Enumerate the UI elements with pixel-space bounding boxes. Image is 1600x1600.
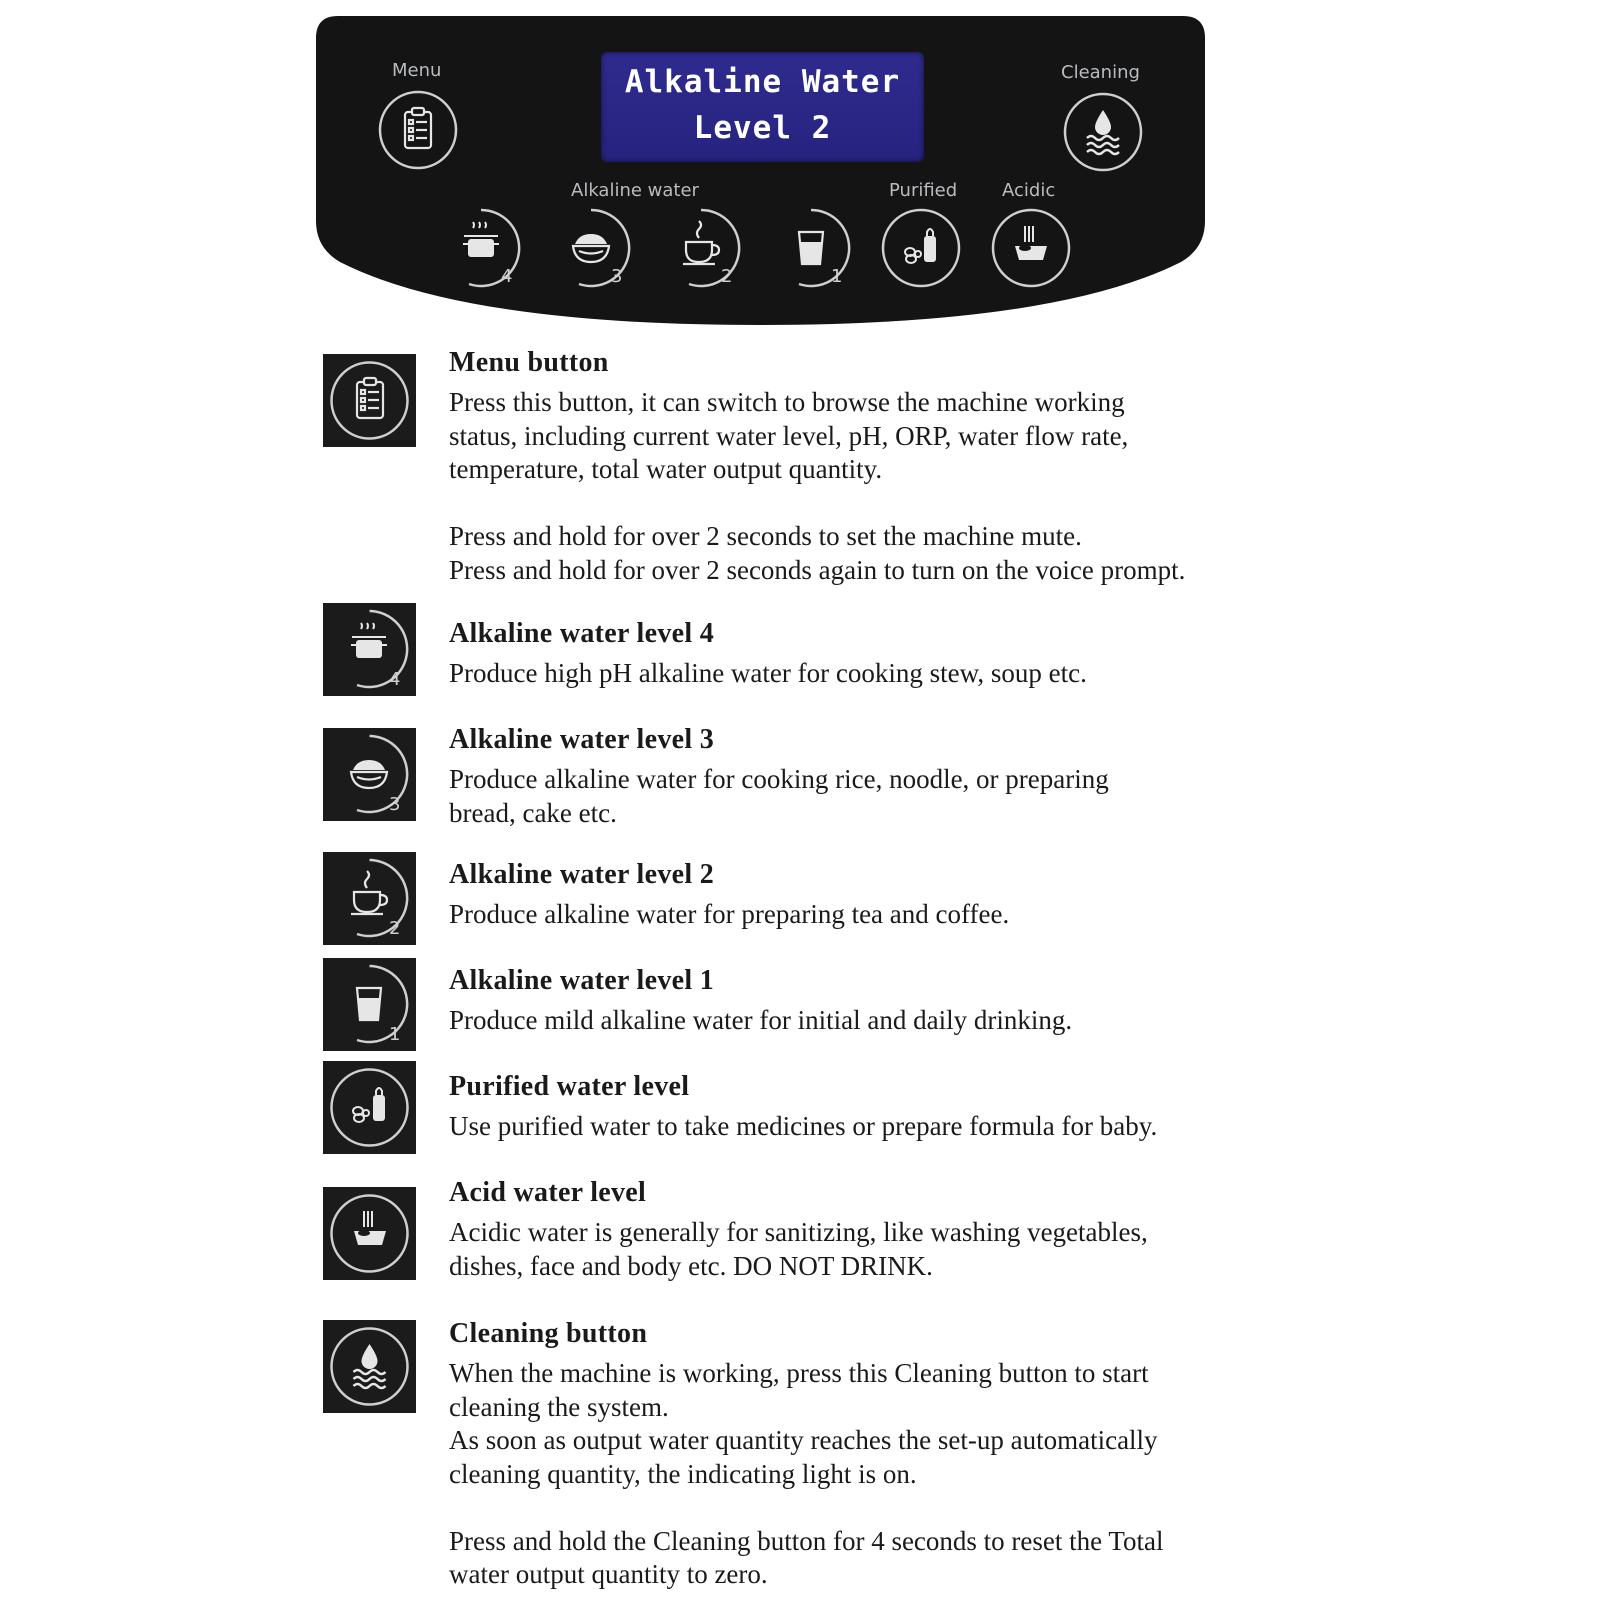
legend-description: Press this button, it can switch to browse the machine working status, including current water level, pH, ORP, water flow rate, temperature, total water output quantity. Press and hold for over 2 seconds to set the machine mute. Press and hold for over 2 seconds again to turn on the voice prompt.	[449, 387, 1186, 585]
purified-button[interactable]	[879, 206, 963, 290]
washing-basin-icon	[1015, 226, 1047, 260]
rice-bowl-icon	[573, 234, 609, 262]
level-number: 1	[389, 1024, 401, 1045]
coffee-cup-icon	[683, 221, 719, 264]
legend-title: Purified water level	[449, 1071, 690, 1102]
legend-description: Produce alkaline water for cooking rice, noodle, or preparing bread, cake etc.	[449, 764, 1109, 828]
level-number: 3	[611, 266, 623, 287]
alkaline-level-4-button[interactable]	[439, 206, 523, 290]
legend-description: Acidic water is generally for sanitizing, like washing vegetables, dishes, face and body etc. DO NOT DRINK.	[449, 1217, 1148, 1281]
legend-title: Acid water level	[449, 1177, 647, 1208]
legend-description: Produce alkaline water for preparing tea and coffee.	[449, 899, 1010, 929]
steaming-pot-icon	[351, 623, 387, 658]
water-drop-waves-icon	[354, 1344, 386, 1388]
legend-title: Alkaline water level 1	[449, 965, 715, 996]
level-number: 2	[389, 918, 401, 939]
drinking-glass-icon	[357, 988, 381, 1020]
display-line-2: Level 2	[693, 110, 832, 146]
level-number: 3	[389, 794, 401, 815]
clipboard-icon	[357, 378, 383, 418]
legend-title: Alkaline water level 4	[449, 618, 715, 649]
coffee-cup-icon	[351, 871, 387, 914]
level-number: 4	[389, 669, 401, 690]
alkaline-level-1-button[interactable]	[769, 206, 853, 290]
acidic-label: Acidic	[1002, 180, 1056, 201]
control-panel	[316, 16, 1205, 325]
level-number: 4	[501, 266, 513, 287]
rice-bowl-icon	[351, 760, 387, 788]
legend-icon-box	[323, 603, 416, 696]
legend-icon-box	[323, 1061, 416, 1154]
baby-bottle-pills-icon	[905, 229, 936, 263]
legend-title: Menu button	[449, 347, 609, 378]
legend-title: Alkaline water level 3	[449, 724, 715, 755]
acidic-button[interactable]	[989, 206, 1073, 290]
purified-label: Purified	[889, 180, 958, 201]
legend-description: When the machine is working, press this Cleaning button to start cleaning the system. As soon as output water quantity reaches the set-up automatically cleaning quantity, the indicating light is on. Press and hold the Cleaning button for 4 seconds to reset the Total water output quantity to zero.	[449, 1358, 1164, 1589]
legend-title: Cleaning button	[449, 1318, 648, 1349]
lcd-display	[601, 52, 924, 162]
baby-bottle-pills-icon	[353, 1088, 385, 1122]
legend-icon-box	[323, 1320, 416, 1413]
display-line-1: Alkaline Water	[624, 64, 901, 100]
legend-title: Alkaline water level 2	[449, 859, 715, 890]
water-drop-waves-icon	[1087, 110, 1119, 154]
level-number: 2	[721, 266, 733, 287]
menu-label: Menu	[392, 60, 442, 81]
cleaning-button[interactable]	[1061, 90, 1145, 174]
clipboard-icon	[405, 108, 431, 148]
alkaline-level-3-button[interactable]	[549, 206, 633, 290]
level-number: 1	[831, 266, 843, 287]
legend-icon-box	[323, 354, 416, 447]
menu-button[interactable]	[376, 88, 460, 172]
legend-icon-box	[323, 728, 416, 821]
alkaline-water-label: Alkaline water	[571, 180, 699, 201]
steaming-pot-icon	[463, 222, 499, 257]
legend-icon-box	[323, 1187, 416, 1280]
cleaning-label: Cleaning	[1061, 62, 1140, 83]
legend-icon-box	[323, 958, 416, 1051]
washing-basin-icon	[354, 1211, 386, 1245]
drinking-glass-icon	[799, 232, 823, 264]
legend-icon-box	[323, 852, 416, 945]
legend-description: Produce high pH alkaline water for cooking stew, soup etc.	[449, 658, 1087, 688]
legend-description: Produce mild alkaline water for initial and daily drinking.	[449, 1005, 1073, 1035]
alkaline-level-2-button[interactable]	[659, 206, 743, 290]
legend-description: Use purified water to take medicines or prepare formula for baby.	[449, 1111, 1158, 1141]
